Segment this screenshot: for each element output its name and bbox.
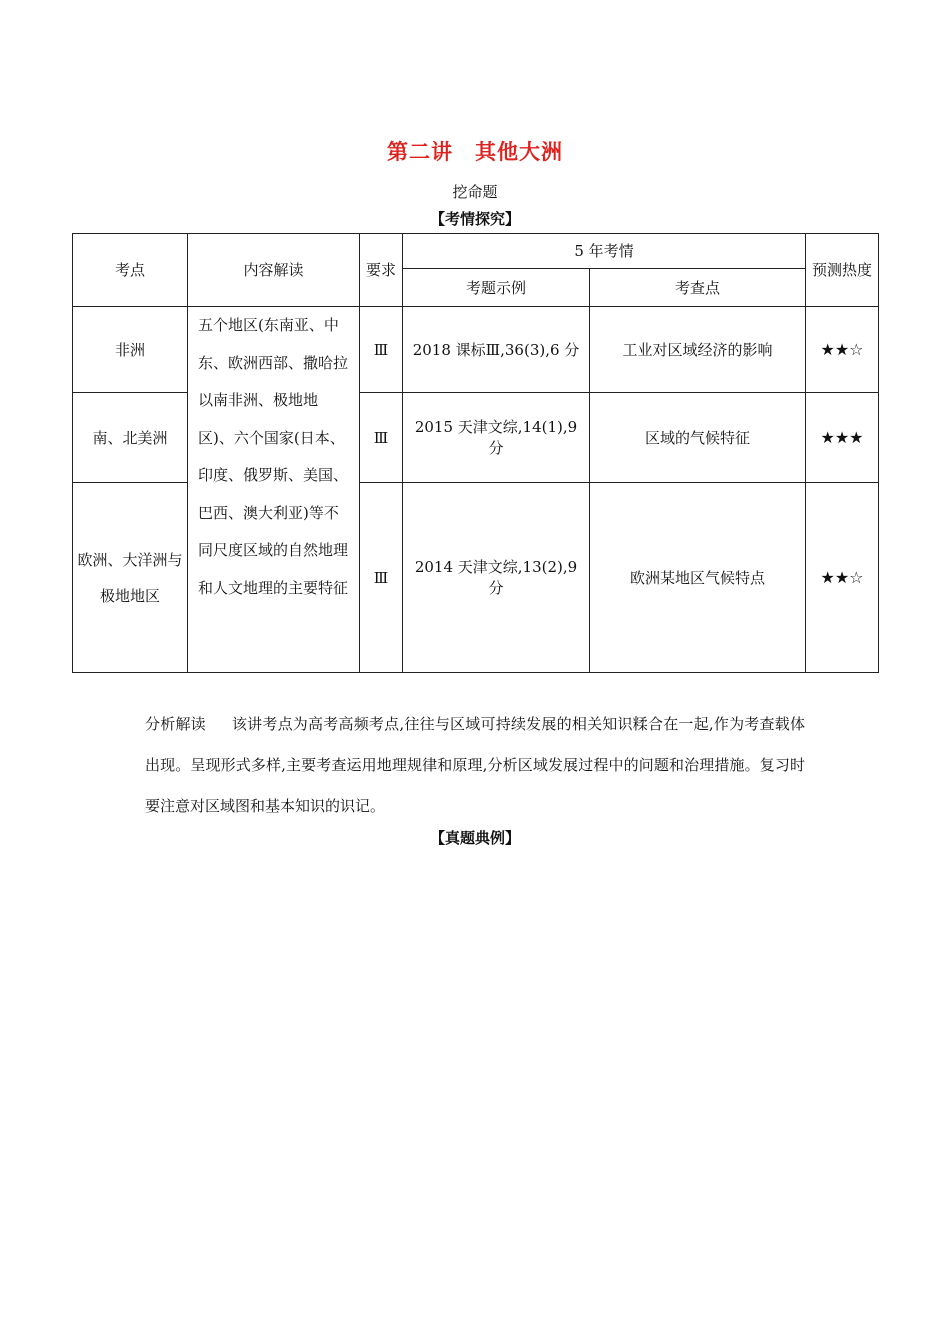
row-point: 欧洲、大洋洲与极地地区: [73, 483, 188, 673]
page-title: 第二讲 其他大洲: [387, 140, 563, 164]
row-example: 2018 课标Ⅲ,36(3),6 分: [403, 307, 590, 393]
row-point: 南、北美洲: [73, 393, 188, 483]
row-example: 2015 天津文综,14(1),9 分: [403, 393, 590, 483]
row-exam-point: 区域的气候特征: [590, 393, 806, 483]
row-requirement: Ⅲ: [360, 393, 403, 483]
content-cell: 五个地区(东南亚、中东、欧洲西部、撒哈拉以南非洲、极地地区)、六个国家(日本、印度、俄罗斯、美国、巴西、澳大利亚)等不同尺度区域的自然地理和人文地理的主要特征: [188, 307, 360, 673]
row-example: 2014 天津文综,13(2),9 分: [403, 483, 590, 673]
row-requirement: Ⅲ: [360, 307, 403, 393]
header-requirement: 要求: [360, 234, 403, 307]
row-heat-stars: ★★☆: [806, 483, 879, 673]
row-exam-point: 欧洲某地区气候特点: [590, 483, 806, 673]
header-five-year: 5 年考情: [403, 234, 806, 269]
table-row: [73, 307, 879, 393]
row-requirement: Ⅲ: [360, 483, 403, 673]
analysis-label: 分析解读: [145, 715, 206, 733]
analysis-text: 该讲考点为高考高频考点,往往与区域可持续发展的相关知识糅合在一起,作为考查载体出现。呈现形式多样,主要考查运用地理规律和原理,分析区域发展过程中的问题和治理措施。复习时要注意对区域图和基本知识的识记。: [145, 715, 805, 815]
header-exam-point: 考查点: [590, 269, 806, 307]
row-point: 非洲: [73, 307, 188, 393]
exam-analysis-table: [72, 233, 879, 673]
section-heading-real-examples: 【真题典例】: [429, 829, 520, 847]
row-exam-point: 工业对区域经济的影响: [590, 307, 806, 393]
header-content: 内容解读: [188, 234, 360, 307]
subtitle: 挖命题: [452, 183, 498, 201]
row-heat-stars: ★★☆: [806, 307, 879, 393]
header-heat: 预测热度: [806, 234, 879, 307]
header-example: 考题示例: [403, 269, 590, 307]
header-point: 考点: [73, 234, 188, 307]
section-heading-exam-analysis: 【考情探究】: [429, 210, 520, 228]
row-heat-stars: ★★★: [806, 393, 879, 483]
analysis-paragraph: [145, 704, 805, 827]
